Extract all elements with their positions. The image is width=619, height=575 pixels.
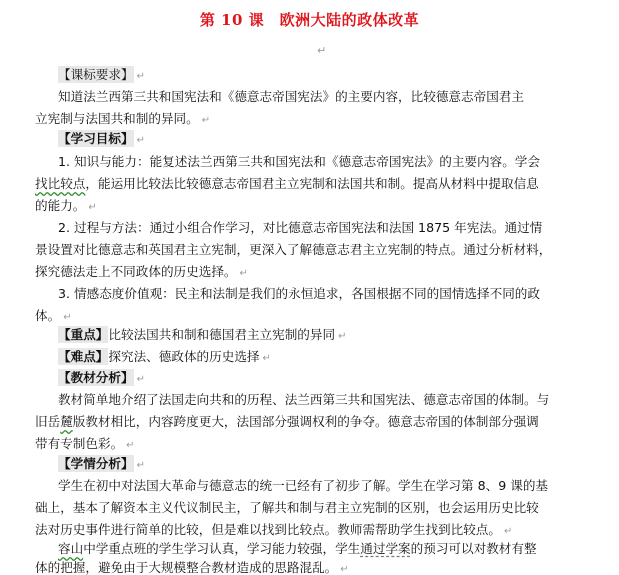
body-line	[35, 411, 539, 433]
textbook-line-3: 带有专制色彩。	[35, 436, 124, 451]
heading-curriculum-text: 【课标要求】	[58, 67, 134, 82]
heading-students	[58, 453, 145, 477]
body-line	[58, 151, 540, 173]
students-line-4-end: 的预习可以对教材有整	[410, 541, 537, 556]
paragraph-mark: ↵	[126, 440, 135, 451]
difficulty-point-text: 探究法、德政体的历史选择	[108, 349, 260, 364]
body-line	[35, 195, 97, 219]
goal-3-line-1: 3. 情感态度价值观：民主和法制是我们的永恒追求，各国根据不同的国情选择不同的政	[58, 286, 540, 301]
goal-2-line-2: 景设置对比德意志和英国君主立宪制，更深入了解德意志君主立宪制的特点。通过分析材料，	[35, 242, 552, 257]
body-line	[35, 173, 539, 195]
goal-1-line-2-underlined: 找比较点	[35, 176, 86, 191]
heading-curriculum	[58, 64, 145, 88]
paragraph-mark: ↵	[136, 135, 145, 146]
heading-textbook	[58, 367, 145, 391]
goal-2-line-3: 探究德法走上不同政体的历史选择。	[35, 264, 237, 279]
paragraph-mark: ↵	[503, 526, 513, 537]
students-line-4-underlined: 容山	[58, 541, 84, 556]
body-line	[35, 261, 248, 285]
textbook-line-2-underlined: 麓	[60, 414, 73, 429]
students-line-1: 学生在初中对法国大革命与德意志的统一已经有了初步了解。学生在学习第 8、9 课的基	[58, 478, 549, 493]
students-line-5: 体的把握，避免由于大规模整合教材造成的思路混乱。	[35, 560, 338, 575]
textbook-line-2: 版教材相比，内容跨度更大，法国部分强调权利的争夺。德意志帝国的体制部分强调	[72, 414, 539, 429]
paragraph-mark: ↵	[317, 44, 327, 57]
lesson-title: 第 10 课 欧洲大陆的政体改革	[199, 11, 420, 29]
body-line	[35, 497, 539, 519]
heading-difficulty-text: 【难点】	[58, 349, 109, 364]
textbook-line-2-start: 旧岳	[35, 414, 61, 429]
goal-3-line-2: 体。	[35, 308, 61, 323]
body-line	[58, 86, 524, 108]
paragraph-mark: ↵	[239, 268, 248, 279]
paragraph-mark: ↵	[262, 353, 271, 364]
body-line	[58, 389, 549, 411]
heading-key-text: 【重点】	[58, 327, 109, 342]
paragraph-mark: ↵	[340, 564, 349, 575]
heading-students-text: 【学情分析】	[58, 456, 134, 471]
students-line-2: 础上，基本了解资本主义代议制民主，了解共和制与君主立宪制的区别，也会运用历史比较	[35, 500, 539, 515]
paragraph-mark: ↵	[88, 202, 97, 213]
body-line	[35, 239, 551, 261]
textbook-line-1: 教材简单地介绍了法国走向共和的历程、法兰西第三共和国宪法、德意志帝国的体制。与	[58, 392, 550, 407]
students-line-4-dashed: 通过学案	[360, 541, 411, 556]
heading-goals-text: 【学习目标】	[58, 131, 134, 146]
goal-1-line-3: 的能力。	[35, 198, 86, 213]
paragraph-mark: ↵	[136, 71, 145, 82]
body-line	[58, 475, 548, 497]
paragraph-mark: ↵	[338, 331, 347, 342]
body-line	[58, 283, 540, 305]
paragraph-mark: ↵	[136, 460, 145, 471]
curriculum-line-1: 知道法兰西第三共和国宪法和《德意志帝国宪法》的主要内容，比较德意志帝国君主	[58, 89, 524, 104]
students-line-4: 中学重点班的学生学习认真，学习能力较强，学生	[83, 541, 361, 556]
key-point-text: 比较法国共和制和德国君主立宪制的异同	[108, 327, 336, 342]
body-line	[35, 557, 349, 575]
paragraph-mark: ↵	[201, 115, 211, 126]
heading-goals	[58, 128, 145, 152]
paragraph-mark: ↵	[136, 374, 145, 385]
heading-textbook-text: 【教材分析】	[58, 370, 134, 385]
students-line-3: 法对历史事件进行简单的比较，但是难以找到比较点。教师需帮助学生找到比较点。	[35, 522, 501, 537]
goal-1-line-1: 1. 知识与能力：能复述法兰西第三共和国宪法和《德意志帝国宪法》的主要内容。学会	[58, 154, 540, 169]
body-line	[58, 217, 542, 239]
goal-1-line-2: ，能运用比较法比较德意志帝国君主立宪制和法国共和制。提高从材料中提取信息	[85, 176, 539, 191]
key-point	[58, 324, 346, 348]
goal-2-line-1: 2. 过程与方法：通过小组合作学习，对比德意志帝国宪法和法国 1875 年宪法。通过情	[58, 220, 543, 235]
paragraph-mark: ↵	[63, 312, 72, 323]
curriculum-line-2: 立宪制与法国共和制的异同。	[35, 111, 199, 126]
